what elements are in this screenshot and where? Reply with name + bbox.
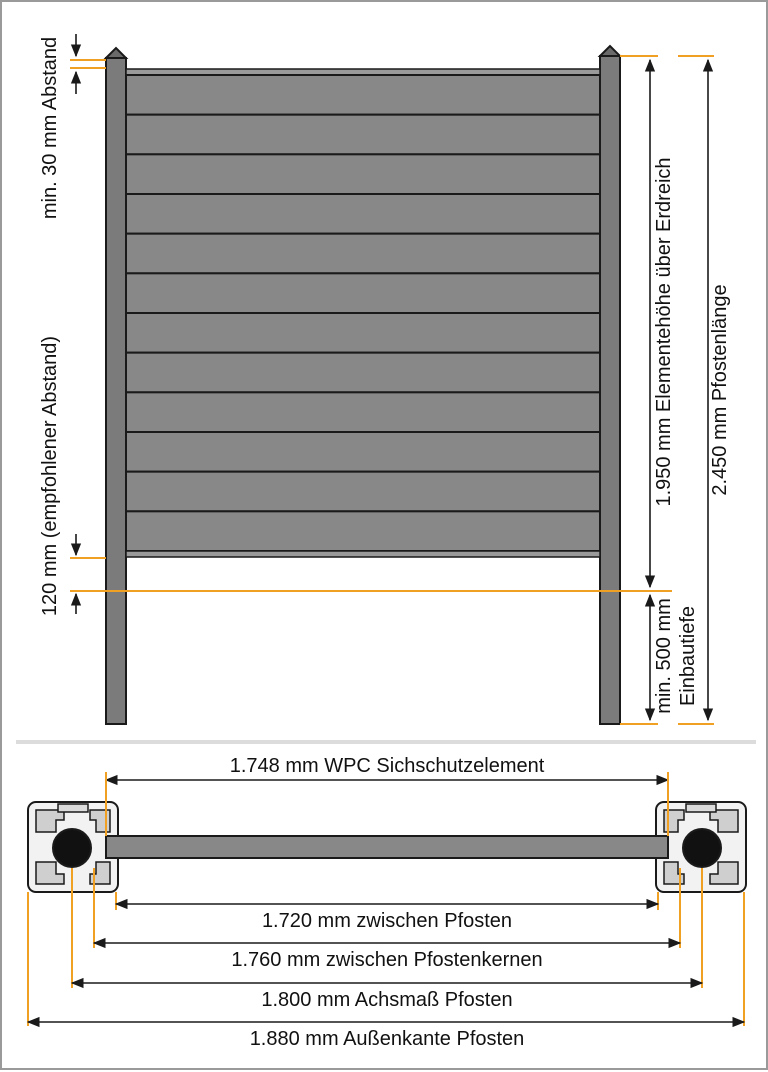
panel-board [126, 313, 600, 353]
right-post [600, 46, 620, 724]
bottom-rail [126, 551, 600, 557]
post-length-label: 2.450 mm Pfostenlänge [709, 284, 731, 496]
top-view [28, 755, 746, 1050]
panel-board [126, 392, 600, 432]
depth-value-label: min. 500 mm [653, 598, 675, 714]
bottom-gap-label: 120 mm (empfohlener Abstand) [39, 335, 61, 617]
panel-board [126, 115, 600, 155]
panel-board [126, 273, 600, 313]
panel-board [126, 472, 600, 512]
right-post-core [683, 829, 721, 867]
panel-board [126, 511, 600, 551]
fence-panel [126, 69, 600, 557]
panel-board [126, 154, 600, 194]
outer-edge-label: 1.880 mm Außenkante Pfosten [249, 1028, 525, 1050]
fence-diagram [2, 2, 768, 1072]
panel-board [126, 353, 600, 393]
side-view [39, 34, 731, 724]
between-posts-label: 1.720 mm zwischen Pfosten [261, 910, 513, 932]
left-post-core [53, 829, 91, 867]
between-cores-label: 1.760 mm zwischen Pfostenkernen [231, 949, 543, 971]
axis-distance-label: 1.800 mm Achsmaß Pfosten [261, 989, 513, 1011]
left-post [106, 48, 126, 724]
top-gap-label: min. 30 mm Abstand [39, 36, 61, 220]
wpc-element-top [106, 836, 668, 858]
panel-board [126, 194, 600, 234]
panel-board [126, 234, 600, 274]
panel-boards [126, 75, 600, 551]
top-view-reference-lines [28, 772, 744, 1026]
panel-board [126, 432, 600, 472]
element-height-label: 1.950 mm Elementehöhe über Erdreich [653, 157, 675, 507]
element-width-label: 1.748 mm WPC Sichschutzelement [229, 755, 545, 777]
panel-board [126, 75, 600, 115]
depth-label: Einbautiefe [677, 605, 699, 707]
